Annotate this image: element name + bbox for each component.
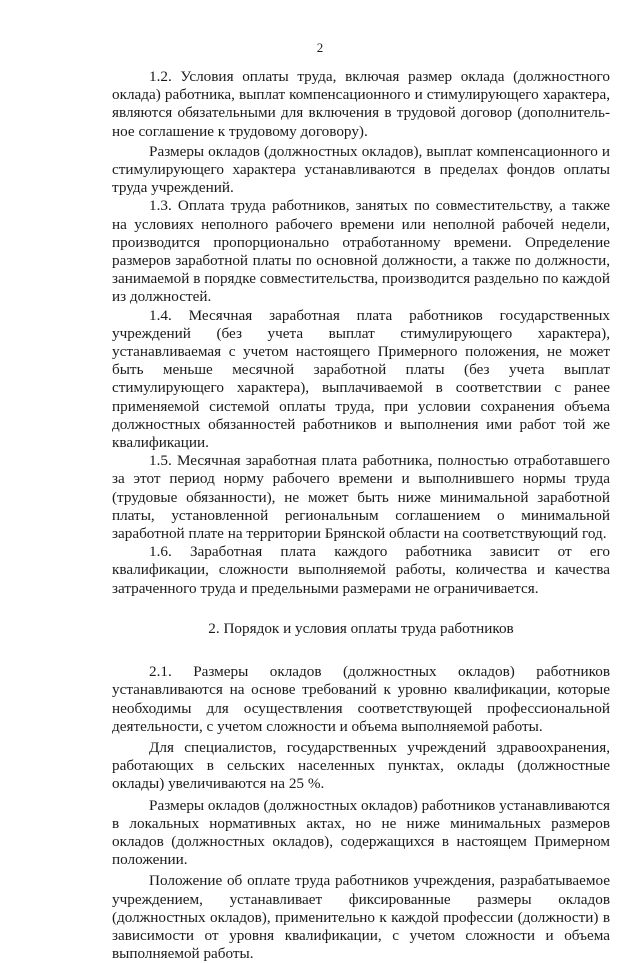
paragraph-regulation: Положение об оплате труда работников учреждения, разрабатываемое учреждением, устанавливает фиксированные размеры окладов (должностных окладов), применительно к каждой профессии (должности) в зависимости от уровня квалификации, с учетом сложности и объема выполняемой работы. bbox=[112, 872, 610, 963]
paragraph-1-4: 1.4. Месячная заработная плата работников государственных учреждений (без учета выплат стимулирующего характера), устанавливаемая с учетом настоящего Примерного положения, не может быть меньше месячной заработной платы (без учета выплат стимулирующего характера), выплачиваемой в соответствии с ранее применяемой системой оплаты труда, при условии сохранения объема должностных обязанностей работников и выполнения ими работ той же квалификации. bbox=[112, 306, 610, 452]
paragraph-1-2: 1.2. Условия оплаты труда, включая размер оклада (должностного оклада) работника, выплат компенсационного и стимулирующего характера, являются обязательными для включения в трудовой договор (дополнительное соглашение к трудовому договору). bbox=[112, 68, 610, 140]
paragraph-1-5: 1.5. Месячная заработная плата работника, полностью отработавшего за этот период норму рабочего времени и выполнившего нормы труда (трудовые обязанности), не может быть ниже минимальной заработной платы, установленной региональным соглашением о минимальной заработной плате на территории Брянской области на соответствующий год. bbox=[112, 452, 610, 543]
page-number: 2 bbox=[316, 40, 324, 55]
document-body bbox=[112, 68, 610, 963]
paragraph-1-6: 1.6. Заработная плата каждого работника зависит от его квалификации, сложности выполняемой работы, количества и качества затраченного труда и предельными размерами не ограничивается. bbox=[112, 543, 610, 597]
paragraph-salary-sizes: Размеры окладов (должностных окладов), выплат компенсационного и стимулирующего характера устанавливаются в пределах фондов оплаты труда учреждений. bbox=[112, 142, 610, 197]
section-2-heading: 2. Порядок и условия оплаты труда работников bbox=[208, 619, 514, 637]
paragraph-1-3: 1.3. Оплата труда работников, занятых по совместительству, а также на условиях неполного рабочего времени или неполной рабочей недели, производится пропорционально отработанному времени. Определение размеров заработной платы по основной должности, а также по должности, занимаемой в порядке совместительства, производится раздельно по каждой из должностей. bbox=[112, 197, 610, 306]
paragraph-2-1: 2.1. Размеры окладов (должностных окладов) работников устанавливаются на основе требований к уровню квалификации, которые необходимы для осуществления соответствующей профессиональной деятельности, с учетом сложности и объема выполняемой работы. bbox=[112, 663, 610, 735]
paragraph-rural-specialists: Для специалистов, государственных учреждений здравоохранения, работающих в сельских населенных пунктах, оклады (должностные оклады) увеличиваются на 25 %. bbox=[112, 738, 610, 793]
paragraph-local-acts: Размеры окладов (должностных окладов) работников устанавливаются в локальных нормативных актах, но не ниже минимальных размеров окладов (должностных окладов), содержащихся в настоящем Примерном положении. bbox=[112, 796, 610, 869]
